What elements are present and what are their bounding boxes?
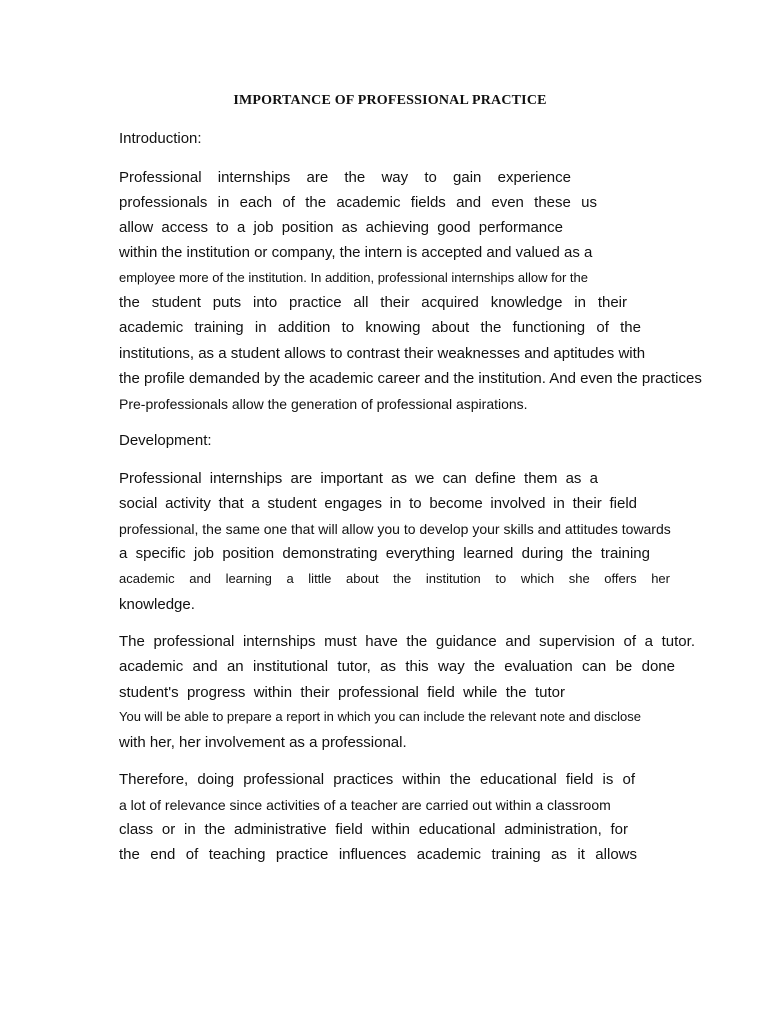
development-line: a specific job position demonstrating everything learned during the training xyxy=(119,545,650,562)
introduction-line: employee more of the institution. In addition, professional internships allow for the xyxy=(119,270,588,285)
development-line: a lot of relevance since activities of a teacher are carried out within a classroom xyxy=(119,797,611,813)
development-line: class or in the administrative field within educational administration, for xyxy=(119,821,628,838)
development-line: with her, her involvement as a professional. xyxy=(119,734,407,751)
introduction-line: Pre-professionals allow the generation of professional aspirations. xyxy=(119,396,528,412)
development-heading: Development: xyxy=(119,432,212,449)
development-line: student's progress within their professional field while the tutor xyxy=(119,684,565,701)
document-title: IMPORTANCE OF PROFESSIONAL PRACTICE xyxy=(233,93,547,108)
introduction-line: professionals in each of the academic fields and even these us xyxy=(119,194,597,211)
development-line: academic and an institutional tutor, as this way the evaluation can be done xyxy=(119,658,675,675)
introduction-line: academic training in addition to knowing about the functioning of the xyxy=(119,319,641,336)
development-line: Professional internships are important as we can define them as a xyxy=(119,470,598,487)
development-line: knowledge. xyxy=(119,596,195,613)
introduction-line: Professional internships are the way to gain experience xyxy=(119,169,571,186)
introduction-line: allow access to a job position as achieving good performance xyxy=(119,219,563,236)
development-line: Therefore, doing professional practices within the educational field is of xyxy=(119,771,635,788)
development-line: You will be able to prepare a report in which you can include the relevant note and disclose xyxy=(119,709,642,724)
development-line: the end of teaching practice influences academic training as it allows xyxy=(119,846,637,863)
introduction-heading: Introduction: xyxy=(119,130,202,147)
development-line: academic and learning a little about the institution to which she offers her xyxy=(119,571,670,586)
development-line: professional, the same one that will allow you to develop your skills and attitudes towards xyxy=(119,521,671,537)
development-line: social activity that a student engages in to become involved in their field xyxy=(119,495,637,512)
introduction-line: within the institution or company, the intern is accepted and valued as a xyxy=(119,244,593,261)
introduction-line: the profile demanded by the academic career and the institution. And even the practices xyxy=(119,370,702,387)
introduction-line: institutions, as a student allows to contrast their weaknesses and aptitudes with xyxy=(119,345,646,362)
development-line: The professional internships must have the guidance and supervision of a tutor. xyxy=(119,633,695,650)
introduction-line: the student puts into practice all their acquired knowledge in their xyxy=(119,294,627,311)
